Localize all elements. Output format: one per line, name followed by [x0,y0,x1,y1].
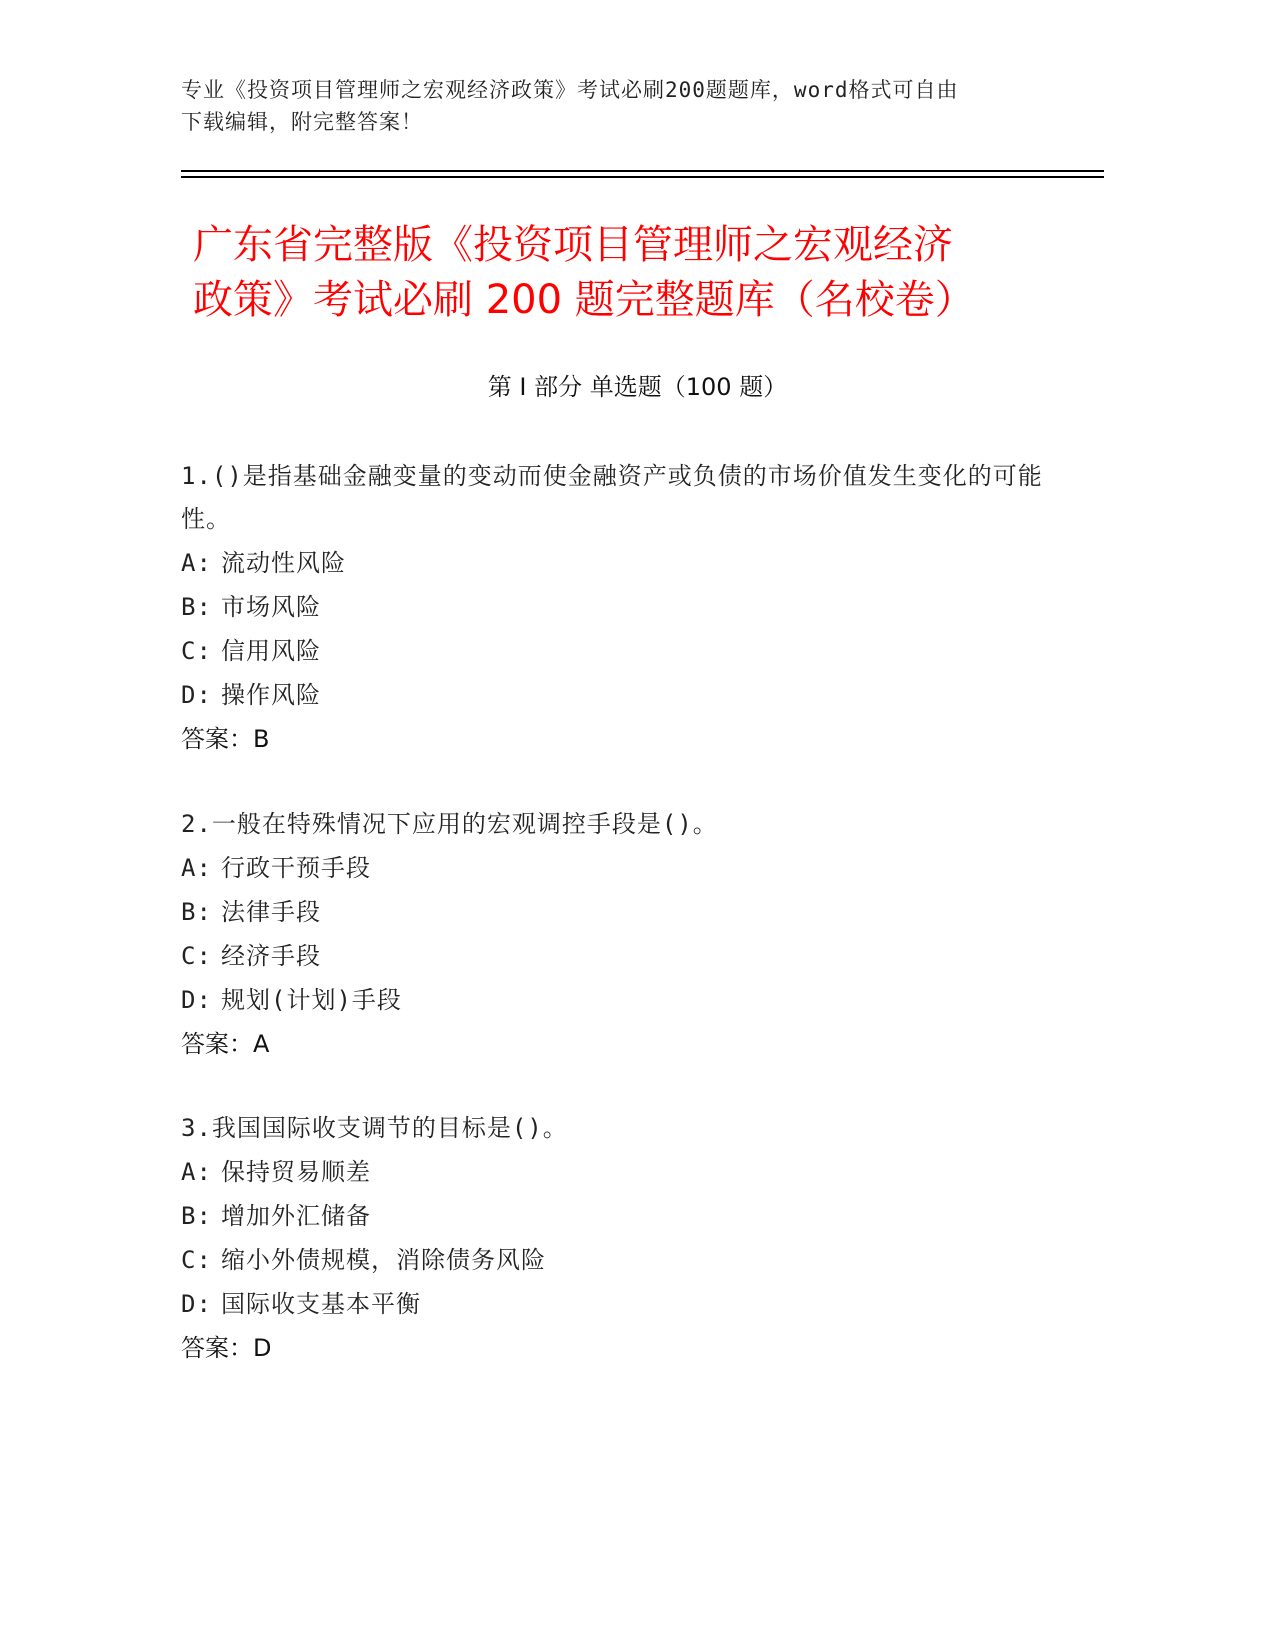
answer: 答案：A [181,1030,270,1058]
question-stem: 2.一般在特殊情况下应用的宏观调控手段是()。 [181,810,718,838]
intro-line-1: 专业《投资项目管理师之宏观经济政策》考试必刷200题题库，word格式可自由 [181,78,959,102]
title-line-2: 政策》考试必刷 200 题完整题库（名校卷） [193,277,975,323]
question-stem: 3.我国国际收支调节的目标是()。 [181,1114,568,1142]
option-text: 法律手段 [221,898,321,926]
question-2 [181,803,1061,1066]
option-b [181,1194,1061,1238]
section-heading: 第 I 部分 单选题（100 题） [487,373,788,401]
divider-bottom [181,176,1104,178]
option-c [181,629,1061,673]
option-letter: A: [181,854,212,882]
option-letter: A: [181,549,212,577]
answer: 答案：B [181,725,270,753]
option-text: 信用风险 [221,637,321,665]
option-letter: B: [181,898,212,926]
option-text: 市场风险 [221,593,321,621]
option-d [181,673,1061,717]
intro-line-2: 下载编辑，附完整答案！ [181,110,423,134]
option-text: 缩小外债规模，消除债务风险 [221,1246,546,1274]
option-letter: D: [181,681,212,709]
option-letter: B: [181,593,212,621]
option-c [181,934,1061,978]
option-text: 保持贸易顺差 [221,1158,371,1186]
option-letter: B: [181,1202,212,1230]
option-letter: D: [181,986,212,1014]
option-text: 操作风险 [221,681,321,709]
option-d [181,1282,1061,1326]
option-letter: C: [181,1246,212,1274]
intro-text [181,74,1061,138]
option-text: 行政干预手段 [221,854,371,882]
question-stem: 1.()是指基础金融变量的变动而使金融资产或负债的市场价值发生变化的可能性。 [181,462,1043,533]
title-line-1: 广东省完整版《投资项目管理师之宏观经济 [193,222,953,268]
question-1 [181,455,1061,761]
answer: 答案：D [181,1334,272,1362]
option-a [181,1150,1061,1194]
option-letter: C: [181,637,212,665]
option-b [181,890,1061,934]
option-text: 国际收支基本平衡 [221,1290,421,1318]
option-text: 经济手段 [221,942,321,970]
option-d [181,978,1061,1022]
option-letter: D: [181,1290,212,1318]
divider-top [181,170,1104,172]
option-letter: A: [181,1158,212,1186]
option-c [181,1238,1061,1282]
option-a [181,846,1061,890]
option-text: 流动性风险 [221,549,346,577]
option-text: 增加外汇储备 [221,1202,371,1230]
document-title [193,218,1053,328]
option-text: 规划(计划)手段 [221,986,402,1014]
option-letter: C: [181,942,212,970]
option-b [181,585,1061,629]
option-a [181,541,1061,585]
question-3 [181,1107,1061,1370]
